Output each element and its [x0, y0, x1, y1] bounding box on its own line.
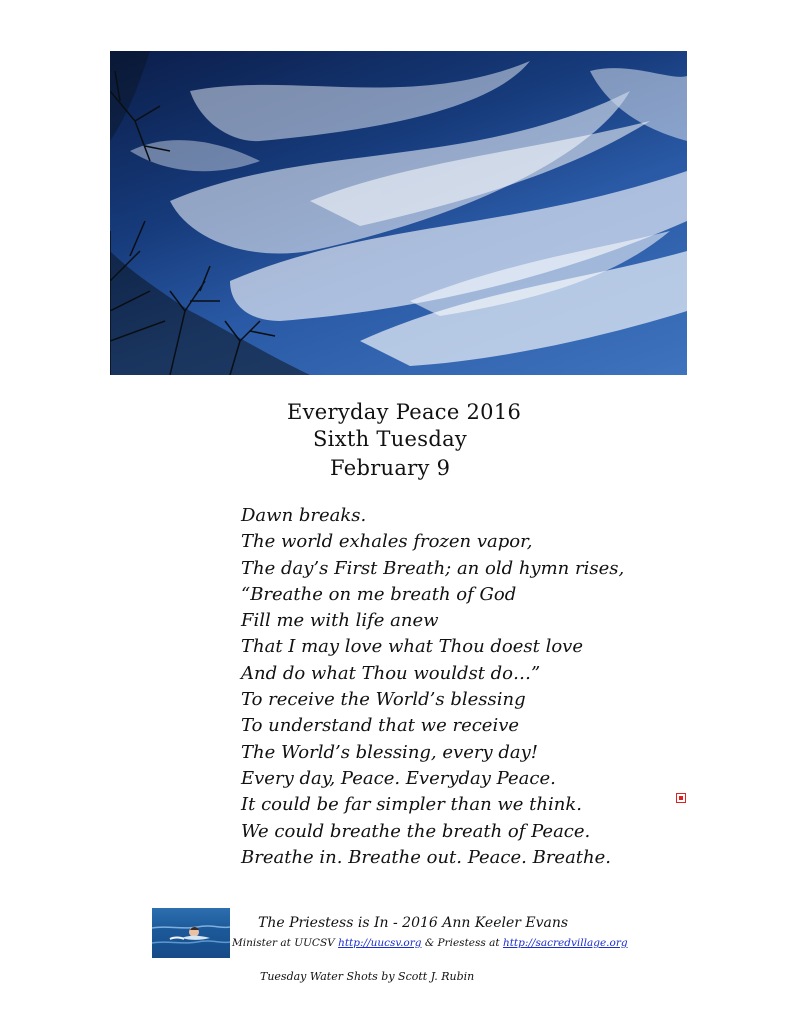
water-photo [152, 908, 230, 958]
poem-line: To receive the World’s blessing [241, 689, 526, 711]
poem-line: The day’s First Breath; an old hymn rises, [241, 557, 625, 579]
document-day: Sixth Tuesday [313, 427, 468, 451]
poem-line: The World’s blessing, every day! [241, 741, 538, 763]
minister-label: Minister at UUCSV [232, 937, 339, 949]
poem-line: Every day, Peace. Everyday Peace. [241, 767, 556, 789]
footer-affiliations [232, 937, 628, 949]
poem-line: “Breathe on me breath of God [241, 583, 517, 605]
poem-line: It could be far simpler than we think. [241, 794, 582, 816]
document-date: February 9 [330, 456, 451, 480]
poem-line: The world exhales frozen vapor, [241, 531, 533, 553]
footer-title: The Priestess is In - 2016 Ann Keeler Evans [258, 915, 569, 931]
poem-line: To understand that we receive [241, 715, 520, 737]
poem-line: And do what Thou wouldst do…” [241, 662, 541, 684]
document-title: Everyday Peace 2016 [287, 400, 522, 424]
poem-line: Dawn breaks. [241, 505, 367, 526]
poem-line: Fill me with life anew [241, 610, 439, 632]
anchor-marker-icon [676, 793, 686, 803]
photo-credit: Tuesday Water Shots by Scott J. Rubin [260, 970, 475, 983]
poem [241, 503, 624, 871]
poem-line: Breathe in. Breathe out. Peace. Breathe. [241, 846, 612, 868]
swimmer-illustration [152, 908, 230, 958]
poem-line: That I may love what Thou doest love [241, 636, 583, 658]
priestess-label: & Priestess at [421, 937, 503, 949]
sacredvillage-link[interactable]: http://sacredvillage.org [502, 937, 628, 949]
poem-line: We could breathe the breath of Peace. [241, 820, 591, 842]
uucsv-link[interactable]: http://uucsv.org [338, 937, 422, 949]
sky-photo [110, 51, 687, 375]
sky-clouds-illustration [110, 51, 687, 375]
